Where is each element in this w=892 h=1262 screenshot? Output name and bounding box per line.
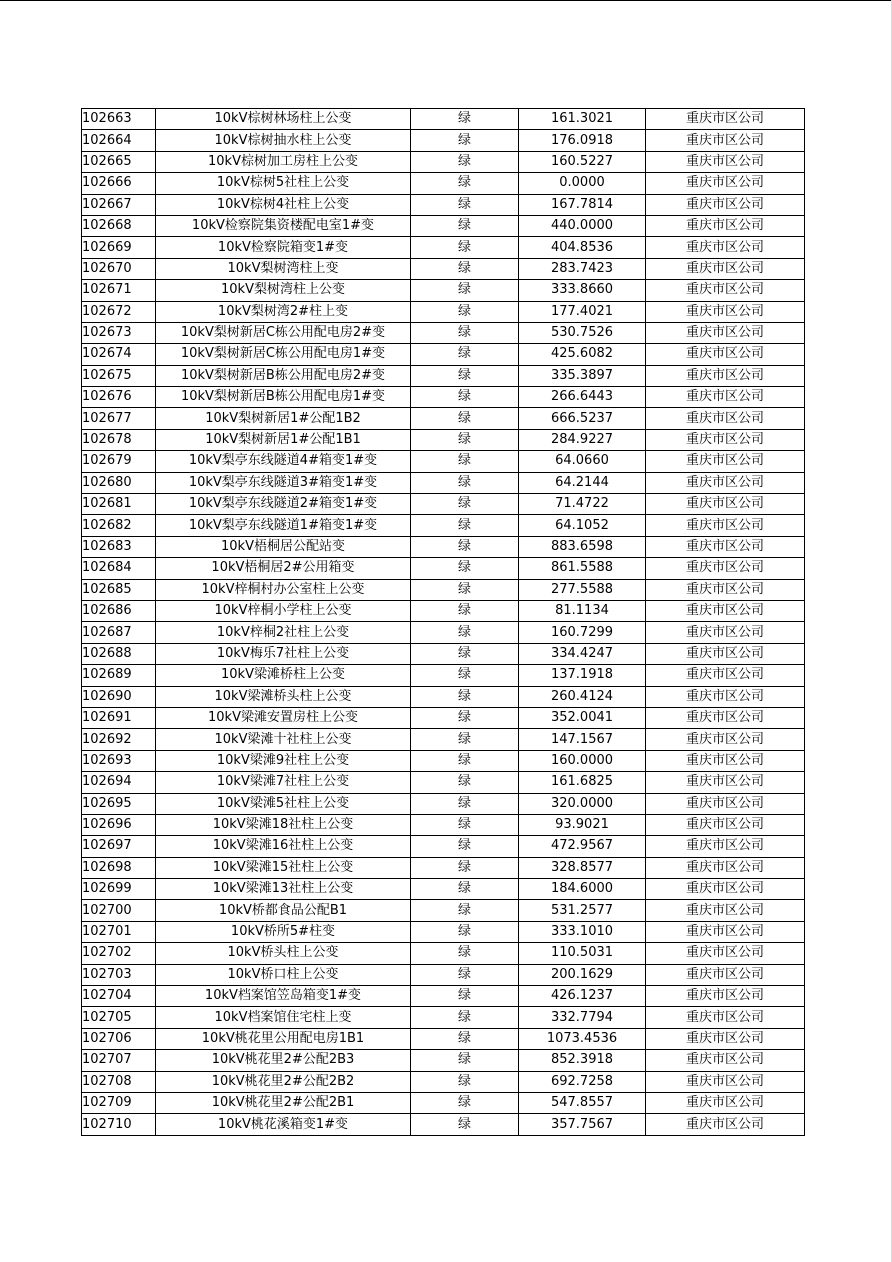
cell-name: 10kV棕树5社柱上公变 (156, 173, 411, 194)
cell-status: 绿 (411, 515, 519, 536)
cell-status: 绿 (411, 173, 519, 194)
table-row (82, 665, 805, 686)
cell-name: 10kV桥都食品公配B1 (156, 900, 411, 921)
cell-id: 102705 (82, 1007, 156, 1028)
cell-name: 10kV梨树新居C栋公用配电房1#变 (156, 344, 411, 365)
cell-name: 10kV桥口柱上公变 (156, 964, 411, 985)
cell-id: 102690 (82, 686, 156, 707)
cell-id: 102692 (82, 729, 156, 750)
cell-org: 重庆市区公司 (646, 964, 805, 985)
cell-value: 328.8577 (519, 857, 646, 878)
cell-id: 102676 (82, 387, 156, 408)
cell-value: 883.6598 (519, 536, 646, 557)
cell-org: 重庆市区公司 (646, 130, 805, 151)
cell-id: 102669 (82, 237, 156, 258)
cell-status: 绿 (411, 301, 519, 322)
cell-org: 重庆市区公司 (646, 344, 805, 365)
cell-status: 绿 (411, 130, 519, 151)
cell-org: 重庆市区公司 (646, 750, 805, 771)
table-row (82, 643, 805, 664)
table-row (82, 600, 805, 621)
cell-org: 重庆市区公司 (646, 643, 805, 664)
cell-id: 102707 (82, 1050, 156, 1071)
cell-status: 绿 (411, 494, 519, 515)
cell-value: 64.1052 (519, 515, 646, 536)
cell-name: 10kV档案馆住宅柱上变 (156, 1007, 411, 1028)
cell-name: 10kV桃花溪箱变1#变 (156, 1114, 411, 1135)
cell-org: 重庆市区公司 (646, 579, 805, 600)
cell-id: 102694 (82, 772, 156, 793)
cell-status: 绿 (411, 1114, 519, 1135)
table-row (82, 215, 805, 236)
transformer-table (81, 108, 805, 1136)
cell-status: 绿 (411, 109, 519, 130)
cell-value: 200.1629 (519, 964, 646, 985)
table-row (82, 707, 805, 728)
table-row (82, 173, 805, 194)
table-row (82, 1007, 805, 1028)
cell-org: 重庆市区公司 (646, 1028, 805, 1049)
cell-status: 绿 (411, 344, 519, 365)
cell-status: 绿 (411, 536, 519, 557)
cell-id: 102674 (82, 344, 156, 365)
cell-value: 137.1918 (519, 665, 646, 686)
cell-status: 绿 (411, 879, 519, 900)
cell-id: 102695 (82, 793, 156, 814)
cell-value: 93.9021 (519, 814, 646, 835)
cell-name: 10kV梓桐村办公室柱上公变 (156, 579, 411, 600)
cell-org: 重庆市区公司 (646, 793, 805, 814)
cell-name: 10kV梓桐2社柱上公变 (156, 622, 411, 643)
cell-id: 102703 (82, 964, 156, 985)
page-top-border (0, 0, 892, 1)
cell-name: 10kV梨树湾2#柱上变 (156, 301, 411, 322)
table-row (82, 258, 805, 279)
cell-name: 10kV桃花里2#公配2B3 (156, 1050, 411, 1071)
cell-org: 重庆市区公司 (646, 986, 805, 1007)
cell-status: 绿 (411, 280, 519, 301)
cell-org: 重庆市区公司 (646, 173, 805, 194)
cell-status: 绿 (411, 408, 519, 429)
cell-org: 重庆市区公司 (646, 857, 805, 878)
cell-org: 重庆市区公司 (646, 536, 805, 557)
cell-status: 绿 (411, 750, 519, 771)
cell-value: 110.5031 (519, 943, 646, 964)
cell-org: 重庆市区公司 (646, 686, 805, 707)
cell-value: 184.6000 (519, 879, 646, 900)
table-row (82, 1050, 805, 1071)
cell-org: 重庆市区公司 (646, 215, 805, 236)
cell-value: 426.1237 (519, 986, 646, 1007)
cell-id: 102696 (82, 814, 156, 835)
cell-id: 102679 (82, 451, 156, 472)
table-row (82, 301, 805, 322)
cell-org: 重庆市区公司 (646, 408, 805, 429)
cell-id: 102683 (82, 536, 156, 557)
cell-value: 861.5588 (519, 558, 646, 579)
cell-status: 绿 (411, 921, 519, 942)
cell-name: 10kV梁滩桥柱上公变 (156, 665, 411, 686)
cell-org: 重庆市区公司 (646, 237, 805, 258)
cell-name: 10kV梁滩16社柱上公变 (156, 836, 411, 857)
table-row (82, 943, 805, 964)
cell-id: 102668 (82, 215, 156, 236)
cell-name: 10kV梁滩桥头柱上公变 (156, 686, 411, 707)
cell-status: 绿 (411, 1050, 519, 1071)
cell-org: 重庆市区公司 (646, 429, 805, 450)
cell-status: 绿 (411, 814, 519, 835)
table-row (82, 921, 805, 942)
table-row (82, 387, 805, 408)
cell-org: 重庆市区公司 (646, 622, 805, 643)
cell-id: 102684 (82, 558, 156, 579)
cell-org: 重庆市区公司 (646, 900, 805, 921)
cell-value: 852.3918 (519, 1050, 646, 1071)
cell-name: 10kV梨树新居1#公配1B2 (156, 408, 411, 429)
cell-org: 重庆市区公司 (646, 365, 805, 386)
cell-org: 重庆市区公司 (646, 151, 805, 172)
table-body (82, 109, 805, 1136)
cell-id: 102709 (82, 1092, 156, 1113)
cell-org: 重庆市区公司 (646, 515, 805, 536)
cell-name: 10kV梨树新居B栋公用配电房2#变 (156, 365, 411, 386)
cell-status: 绿 (411, 451, 519, 472)
table-row (82, 900, 805, 921)
cell-name: 10kV梨树湾柱上公变 (156, 280, 411, 301)
table-row (82, 130, 805, 151)
cell-value: 440.0000 (519, 215, 646, 236)
cell-org: 重庆市区公司 (646, 943, 805, 964)
cell-id: 102699 (82, 879, 156, 900)
cell-id: 102702 (82, 943, 156, 964)
cell-status: 绿 (411, 986, 519, 1007)
cell-status: 绿 (411, 322, 519, 343)
cell-org: 重庆市区公司 (646, 322, 805, 343)
cell-id: 102687 (82, 622, 156, 643)
cell-value: 266.6443 (519, 387, 646, 408)
table-row (82, 772, 805, 793)
cell-name: 10kV梧桐居2#公用箱变 (156, 558, 411, 579)
cell-name: 10kV梨树新居B栋公用配电房1#变 (156, 387, 411, 408)
cell-value: 167.7814 (519, 194, 646, 215)
cell-name: 10kV桥头柱上公变 (156, 943, 411, 964)
cell-value: 177.4021 (519, 301, 646, 322)
cell-id: 102677 (82, 408, 156, 429)
cell-id: 102671 (82, 280, 156, 301)
cell-value: 284.9227 (519, 429, 646, 450)
cell-name: 10kV梁滩十社柱上公变 (156, 729, 411, 750)
cell-org: 重庆市区公司 (646, 921, 805, 942)
cell-status: 绿 (411, 900, 519, 921)
cell-status: 绿 (411, 579, 519, 600)
cell-status: 绿 (411, 729, 519, 750)
cell-id: 102689 (82, 665, 156, 686)
cell-status: 绿 (411, 1028, 519, 1049)
cell-id: 102670 (82, 258, 156, 279)
cell-org: 重庆市区公司 (646, 558, 805, 579)
cell-value: 0.0000 (519, 173, 646, 194)
table-row (82, 429, 805, 450)
cell-name: 10kV梨树湾柱上变 (156, 258, 411, 279)
table-row (82, 1114, 805, 1135)
cell-name: 10kV梁滩安置房柱上公变 (156, 707, 411, 728)
cell-value: 530.7526 (519, 322, 646, 343)
cell-value: 334.4247 (519, 643, 646, 664)
cell-status: 绿 (411, 258, 519, 279)
cell-name: 10kV梨亭东线隧道4#箱变1#变 (156, 451, 411, 472)
cell-org: 重庆市区公司 (646, 280, 805, 301)
cell-id: 102688 (82, 643, 156, 664)
cell-value: 352.0041 (519, 707, 646, 728)
cell-name: 10kV梨亭东线隧道3#箱变1#变 (156, 472, 411, 493)
cell-org: 重庆市区公司 (646, 1071, 805, 1092)
table-row (82, 686, 805, 707)
cell-org: 重庆市区公司 (646, 258, 805, 279)
table-row (82, 729, 805, 750)
cell-value: 333.1010 (519, 921, 646, 942)
cell-status: 绿 (411, 964, 519, 985)
cell-value: 332.7794 (519, 1007, 646, 1028)
cell-org: 重庆市区公司 (646, 494, 805, 515)
cell-name: 10kV梓桐小学柱上公变 (156, 600, 411, 621)
cell-id: 102710 (82, 1114, 156, 1135)
cell-org: 重庆市区公司 (646, 814, 805, 835)
table-row (82, 280, 805, 301)
cell-org: 重庆市区公司 (646, 707, 805, 728)
cell-value: 425.6082 (519, 344, 646, 365)
cell-org: 重庆市区公司 (646, 665, 805, 686)
cell-name: 10kV棕树抽水柱上公变 (156, 130, 411, 151)
cell-value: 71.4722 (519, 494, 646, 515)
cell-id: 102663 (82, 109, 156, 130)
cell-id: 102682 (82, 515, 156, 536)
cell-name: 10kV梨树新居1#公配1B1 (156, 429, 411, 450)
cell-id: 102685 (82, 579, 156, 600)
table-row (82, 1028, 805, 1049)
cell-value: 147.1567 (519, 729, 646, 750)
cell-value: 260.4124 (519, 686, 646, 707)
cell-name: 10kV梁滩13社柱上公变 (156, 879, 411, 900)
cell-value: 404.8536 (519, 237, 646, 258)
cell-org: 重庆市区公司 (646, 1114, 805, 1135)
table-row (82, 365, 805, 386)
cell-name: 10kV梨亭东线隧道2#箱变1#变 (156, 494, 411, 515)
cell-name: 10kV梨树新居C栋公用配电房2#变 (156, 322, 411, 343)
cell-name: 10kV梁滩7社柱上公变 (156, 772, 411, 793)
table-row (82, 536, 805, 557)
table-row (82, 494, 805, 515)
cell-value: 335.3897 (519, 365, 646, 386)
cell-org: 重庆市区公司 (646, 109, 805, 130)
cell-status: 绿 (411, 215, 519, 236)
cell-id: 102698 (82, 857, 156, 878)
cell-id: 102672 (82, 301, 156, 322)
cell-name: 10kV梧桐居公配站变 (156, 536, 411, 557)
table-row (82, 964, 805, 985)
cell-org: 重庆市区公司 (646, 836, 805, 857)
cell-name: 10kV检察院箱变1#变 (156, 237, 411, 258)
table-row (82, 558, 805, 579)
cell-status: 绿 (411, 643, 519, 664)
cell-value: 160.0000 (519, 750, 646, 771)
cell-id: 102675 (82, 365, 156, 386)
cell-status: 绿 (411, 857, 519, 878)
cell-name: 10kV棕树4社柱上公变 (156, 194, 411, 215)
cell-name: 10kV梨亭东线隧道1#箱变1#变 (156, 515, 411, 536)
cell-org: 重庆市区公司 (646, 1007, 805, 1028)
cell-status: 绿 (411, 1007, 519, 1028)
cell-name: 10kV桥所5#柱变 (156, 921, 411, 942)
cell-id: 102680 (82, 472, 156, 493)
cell-name: 10kV梁滩5社柱上公变 (156, 793, 411, 814)
cell-id: 102708 (82, 1071, 156, 1092)
cell-status: 绿 (411, 707, 519, 728)
cell-status: 绿 (411, 600, 519, 621)
cell-value: 283.7423 (519, 258, 646, 279)
cell-value: 81.1134 (519, 600, 646, 621)
table-row (82, 750, 805, 771)
cell-status: 绿 (411, 472, 519, 493)
cell-org: 重庆市区公司 (646, 194, 805, 215)
cell-status: 绿 (411, 943, 519, 964)
cell-status: 绿 (411, 665, 519, 686)
cell-value: 666.5237 (519, 408, 646, 429)
table-row (82, 814, 805, 835)
cell-org: 重庆市区公司 (646, 472, 805, 493)
table-row (82, 793, 805, 814)
cell-id: 102697 (82, 836, 156, 857)
table-row (82, 622, 805, 643)
cell-status: 绿 (411, 836, 519, 857)
cell-id: 102678 (82, 429, 156, 450)
cell-name: 10kV棕树林场柱上公变 (156, 109, 411, 130)
cell-id: 102706 (82, 1028, 156, 1049)
table-row (82, 879, 805, 900)
cell-name: 10kV梁滩15社柱上公变 (156, 857, 411, 878)
cell-status: 绿 (411, 151, 519, 172)
cell-org: 重庆市区公司 (646, 301, 805, 322)
cell-name: 10kV桃花里2#公配2B2 (156, 1071, 411, 1092)
cell-org: 重庆市区公司 (646, 1092, 805, 1113)
table-row (82, 1071, 805, 1092)
cell-value: 1073.4536 (519, 1028, 646, 1049)
cell-name: 10kV棕树加工房柱上公变 (156, 151, 411, 172)
cell-org: 重庆市区公司 (646, 451, 805, 472)
cell-name: 10kV梁滩9社柱上公变 (156, 750, 411, 771)
cell-value: 161.3021 (519, 109, 646, 130)
cell-value: 64.0660 (519, 451, 646, 472)
cell-name: 10kV梁滩18社柱上公变 (156, 814, 411, 835)
cell-name: 10kV桃花里公用配电房1B1 (156, 1028, 411, 1049)
cell-status: 绿 (411, 1071, 519, 1092)
cell-id: 102666 (82, 173, 156, 194)
cell-value: 333.8660 (519, 280, 646, 301)
cell-value: 357.7567 (519, 1114, 646, 1135)
cell-value: 176.0918 (519, 130, 646, 151)
cell-status: 绿 (411, 194, 519, 215)
cell-id: 102681 (82, 494, 156, 515)
cell-value: 547.8557 (519, 1092, 646, 1113)
table-row (82, 194, 805, 215)
cell-value: 160.5227 (519, 151, 646, 172)
table-row (82, 451, 805, 472)
cell-id: 102686 (82, 600, 156, 621)
table-row (82, 857, 805, 878)
cell-id: 102667 (82, 194, 156, 215)
cell-id: 102664 (82, 130, 156, 151)
cell-status: 绿 (411, 622, 519, 643)
table-row (82, 322, 805, 343)
cell-name: 10kV梅乐7社柱上公变 (156, 643, 411, 664)
cell-status: 绿 (411, 387, 519, 408)
table-row (82, 344, 805, 365)
table-row (82, 579, 805, 600)
cell-org: 重庆市区公司 (646, 879, 805, 900)
cell-status: 绿 (411, 365, 519, 386)
cell-name: 10kV桃花里2#公配2B1 (156, 1092, 411, 1113)
cell-value: 472.9567 (519, 836, 646, 857)
cell-name: 10kV档案馆笠岛箱变1#变 (156, 986, 411, 1007)
cell-status: 绿 (411, 1092, 519, 1113)
cell-name: 10kV检察院集资楼配电室1#变 (156, 215, 411, 236)
table-row (82, 1092, 805, 1113)
cell-id: 102704 (82, 986, 156, 1007)
cell-status: 绿 (411, 237, 519, 258)
cell-id: 102673 (82, 322, 156, 343)
cell-value: 277.5588 (519, 579, 646, 600)
table-row (82, 408, 805, 429)
table-row (82, 836, 805, 857)
cell-id: 102693 (82, 750, 156, 771)
cell-org: 重庆市区公司 (646, 600, 805, 621)
cell-id: 102691 (82, 707, 156, 728)
cell-value: 692.7258 (519, 1071, 646, 1092)
table-row (82, 515, 805, 536)
cell-status: 绿 (411, 772, 519, 793)
cell-id: 102701 (82, 921, 156, 942)
cell-value: 531.2577 (519, 900, 646, 921)
cell-id: 102700 (82, 900, 156, 921)
cell-value: 320.0000 (519, 793, 646, 814)
cell-value: 161.6825 (519, 772, 646, 793)
cell-org: 重庆市区公司 (646, 1050, 805, 1071)
table-row (82, 237, 805, 258)
table-row (82, 109, 805, 130)
cell-status: 绿 (411, 558, 519, 579)
cell-org: 重庆市区公司 (646, 729, 805, 750)
cell-status: 绿 (411, 793, 519, 814)
cell-value: 64.2144 (519, 472, 646, 493)
cell-status: 绿 (411, 429, 519, 450)
cell-id: 102665 (82, 151, 156, 172)
cell-org: 重庆市区公司 (646, 772, 805, 793)
cell-status: 绿 (411, 686, 519, 707)
cell-value: 160.7299 (519, 622, 646, 643)
table-row (82, 986, 805, 1007)
table-row (82, 151, 805, 172)
cell-org: 重庆市区公司 (646, 387, 805, 408)
table-row (82, 472, 805, 493)
